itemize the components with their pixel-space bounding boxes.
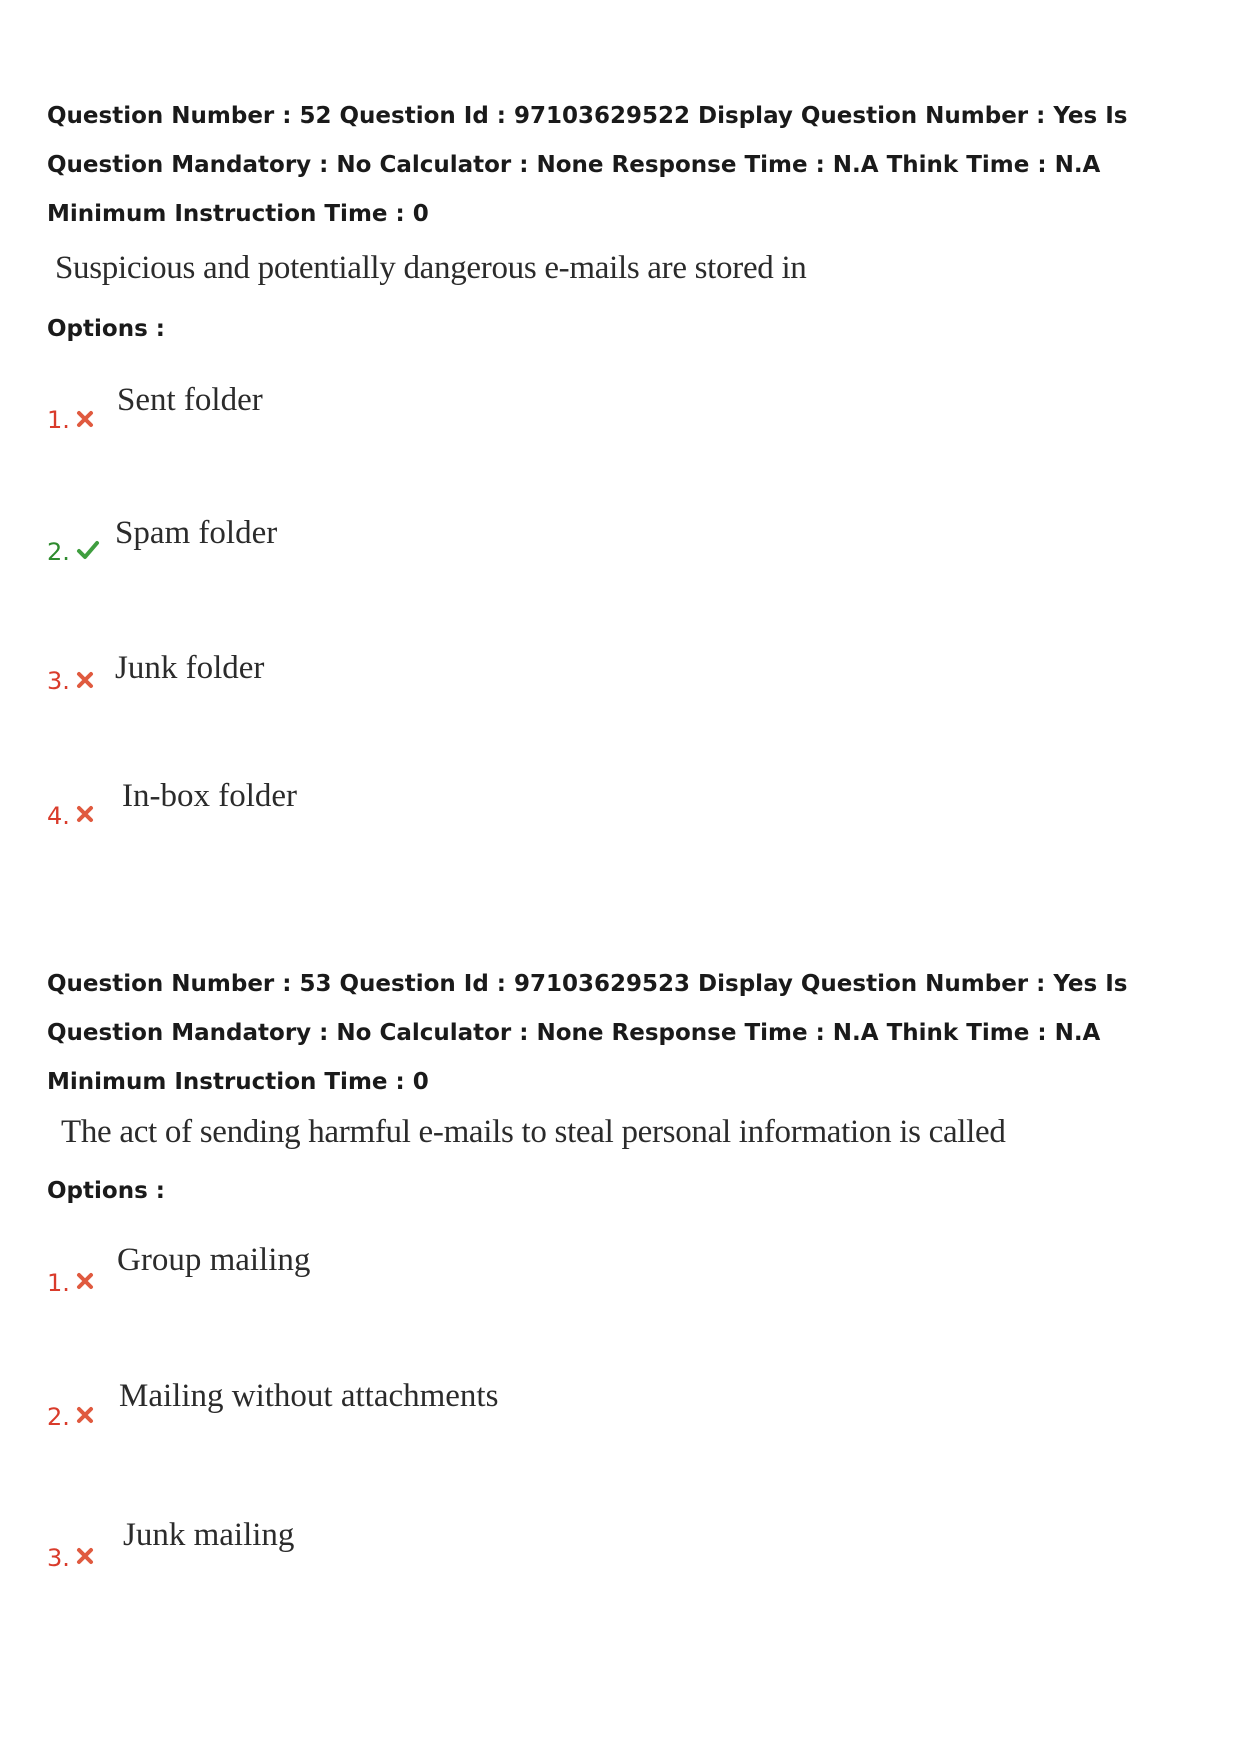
option-text: Sent folder (117, 382, 263, 418)
options-label: Options : (47, 316, 165, 342)
option-item (47, 515, 847, 575)
cross-icon (76, 1406, 94, 1424)
option-number: 1. (47, 1269, 70, 1297)
question-header: Question Number : 52 Question Id : 97103629522 Display Question Number : Yes Is Question Mandatory : No Calculator : None Response Time : N.A Think Time : N.A Minimum Instruction Time : 0 (47, 103, 1128, 227)
option-text: Mailing without attachments (119, 1378, 499, 1414)
option-text: Junk mailing (123, 1517, 295, 1553)
option-number: 2. (47, 1403, 70, 1431)
option-number: 1. (47, 406, 70, 434)
option-number: 3. (47, 1544, 70, 1572)
cross-icon (76, 410, 94, 428)
option-item (47, 1378, 847, 1438)
option-text: Junk folder (115, 650, 265, 686)
option-number: 2. (47, 538, 70, 566)
cross-icon (76, 671, 94, 689)
cross-icon (76, 1547, 94, 1565)
option-text: Spam folder (115, 515, 278, 551)
cross-icon (76, 805, 94, 823)
option-item (47, 650, 847, 710)
options-label: Options : (47, 1178, 165, 1204)
option-item (47, 380, 847, 440)
option-item (47, 1242, 847, 1302)
cross-icon (76, 1272, 94, 1290)
question-text: The act of sending harmful e-mails to steal personal information is called (61, 1114, 1006, 1150)
option-number: 3. (47, 667, 70, 695)
check-icon (76, 540, 100, 560)
option-item (47, 1517, 847, 1577)
option-text: In-box folder (122, 778, 298, 814)
question-header: Question Number : 53 Question Id : 97103629523 Display Question Number : Yes Is Question Mandatory : No Calculator : None Response Time : N.A Think Time : N.A Minimum Instruction Time : 0 (47, 971, 1128, 1095)
option-number: 4. (47, 802, 70, 830)
question-text: Suspicious and potentially dangerous e-mails are stored in (55, 250, 807, 286)
option-item (47, 778, 847, 838)
option-text: Group mailing (117, 1242, 311, 1278)
